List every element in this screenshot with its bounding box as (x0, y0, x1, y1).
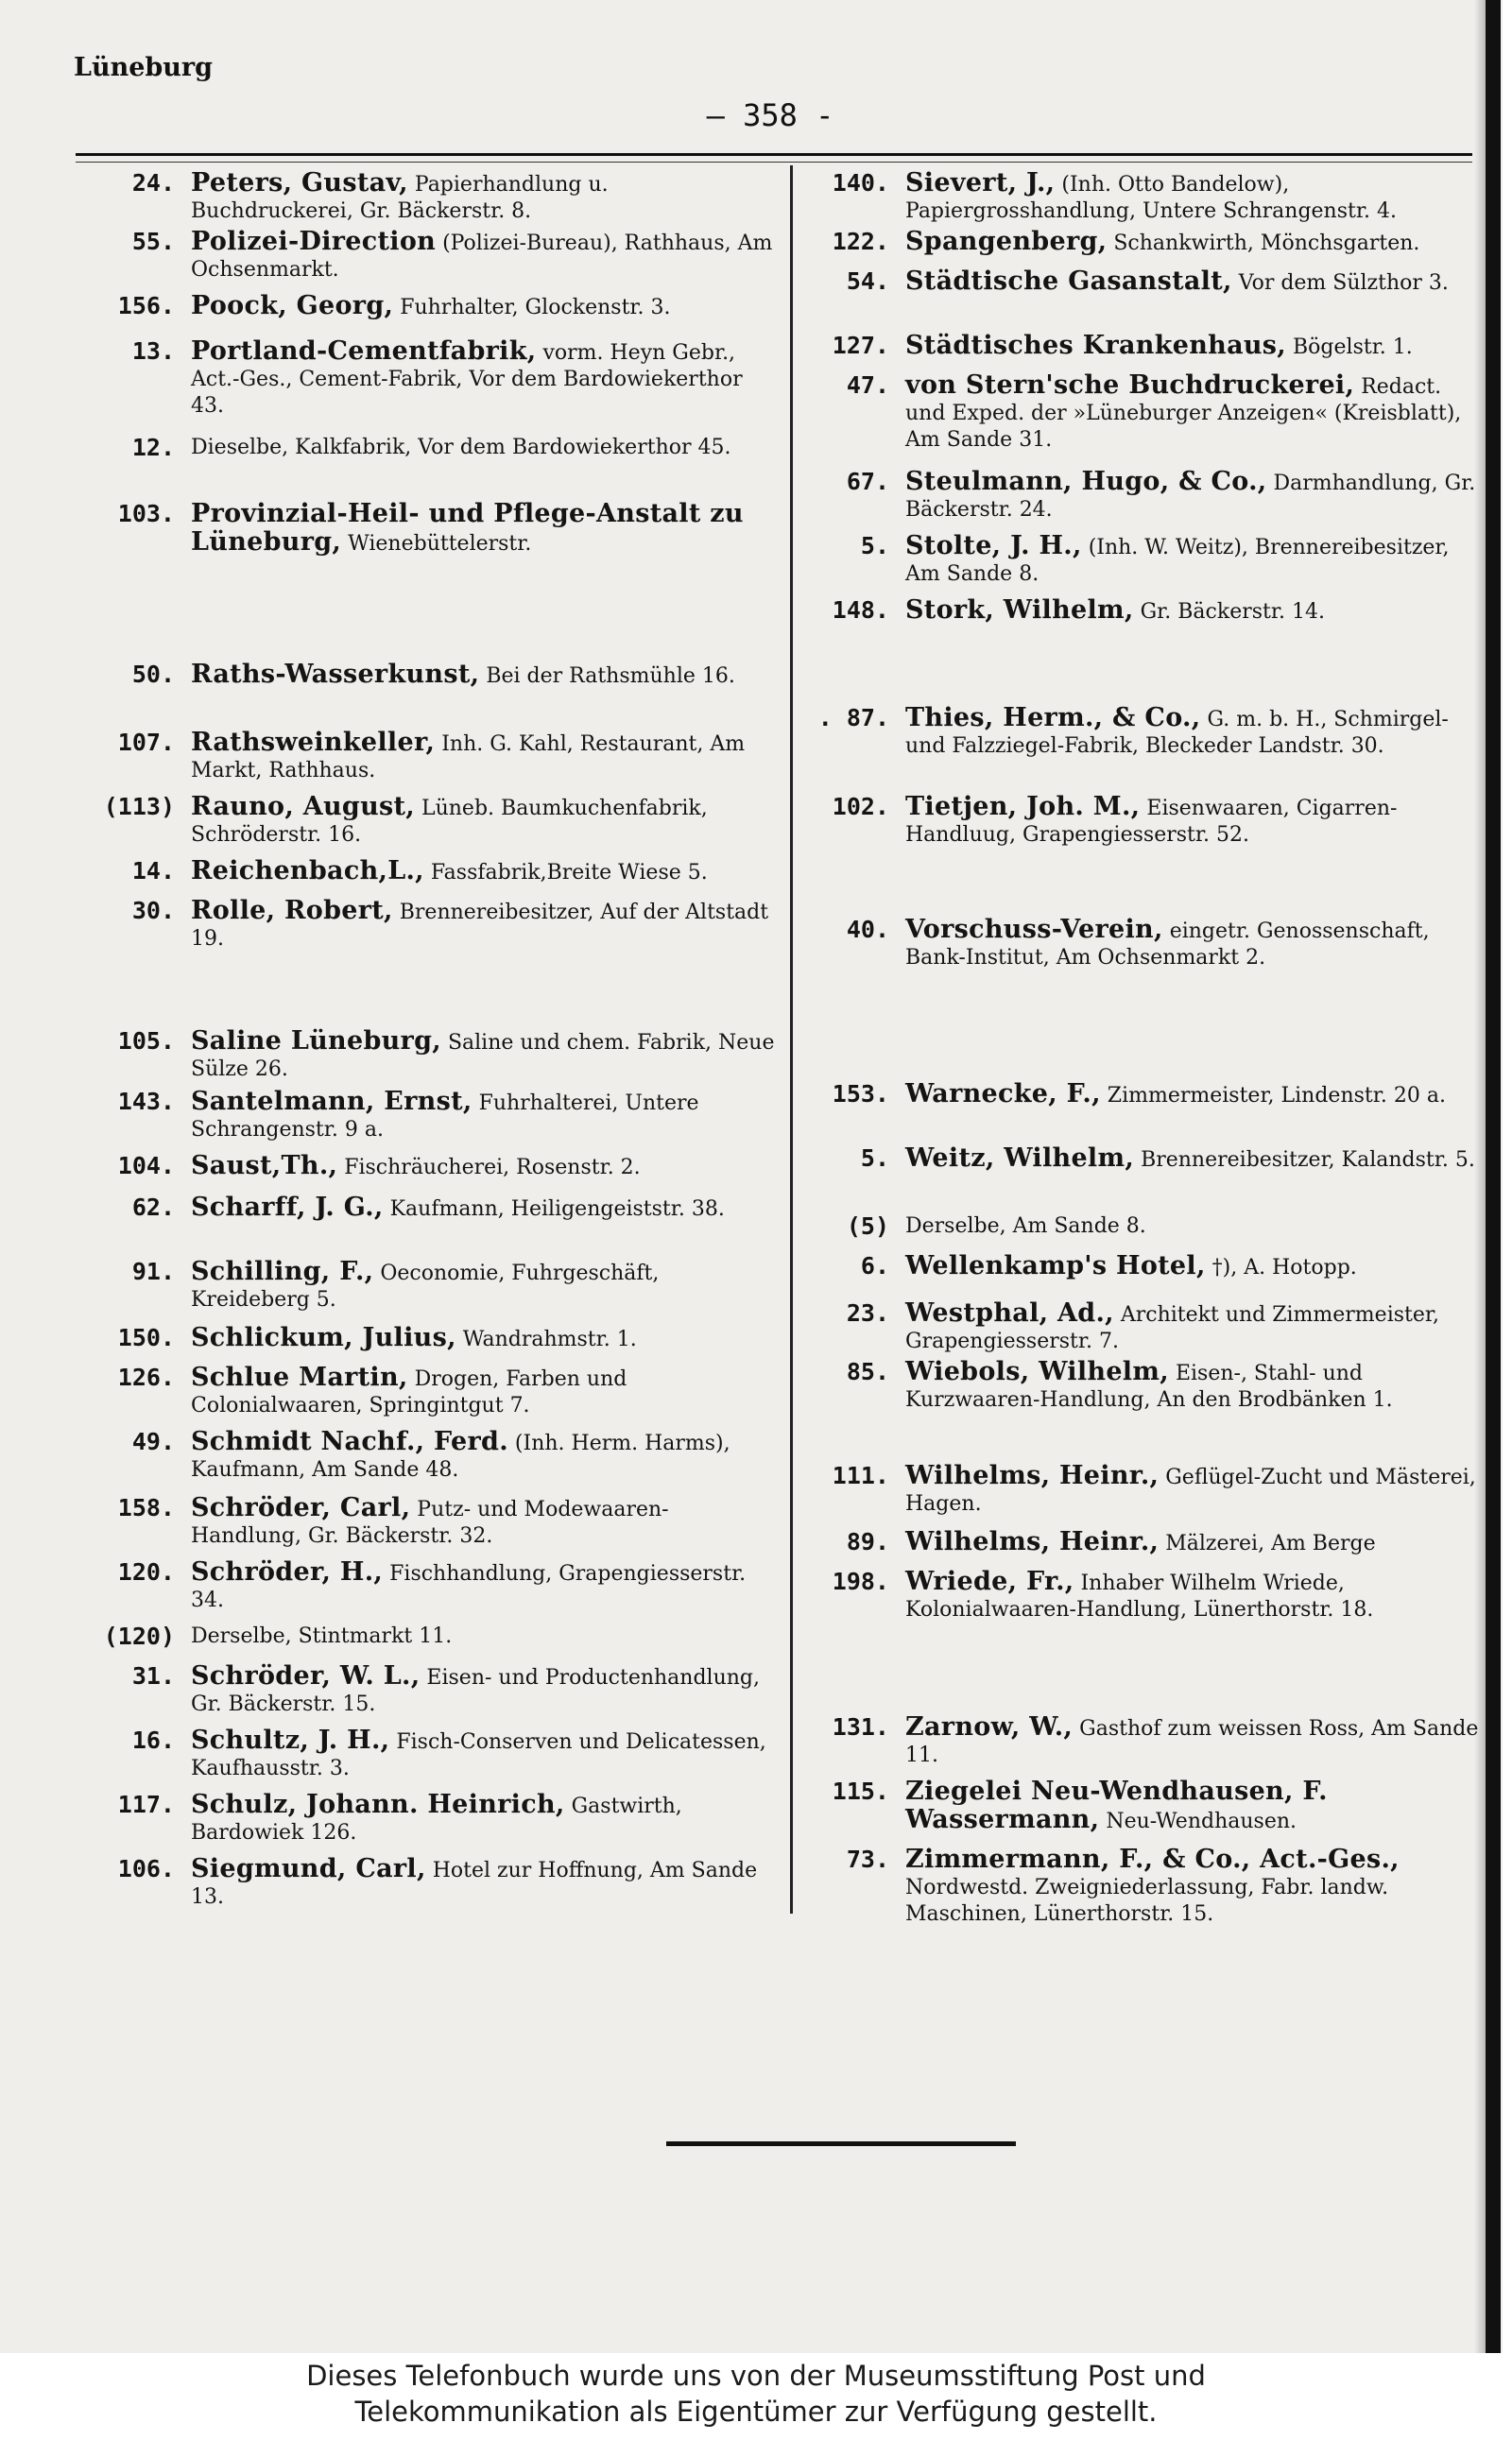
entry-description: Eisenwaaren, Cigarren-Handluug, Grapengiesserstr. 52. (905, 797, 1398, 847)
entry-number: 85. (846, 1358, 889, 1385)
entry-text (191, 1495, 775, 1550)
entry-name: Sievert, J., (905, 168, 1056, 198)
entry-description: Dieselbe, Kalkfabrik, Vor dem Bardowiekerthor 45. (191, 436, 731, 459)
entry-description: Fischhandlung, Grapengiesserstr. 34. (191, 1562, 747, 1612)
entry-description: (Polizei-Bureau), Rathhaus, Am Ochsenmarkt. (191, 232, 773, 282)
entry-description: Wandrahmstr. 1. (462, 1328, 637, 1351)
book-spine (1486, 0, 1501, 2353)
entry-text (191, 1856, 775, 1911)
entry-description: †), A. Hotopp. (1211, 1256, 1357, 1280)
entry-number: 126. (117, 1364, 175, 1391)
entry-number: 143. (117, 1088, 175, 1115)
entry-name: Vorschuss-Verein, (905, 915, 1163, 944)
entry-number: 24. (131, 169, 175, 197)
entry-number: 111. (832, 1462, 889, 1489)
entry-description: Bögelstr. 1. (1293, 335, 1413, 359)
entry-text (905, 469, 1485, 524)
entry-text (905, 1300, 1485, 1355)
entry-name: Rolle, Robert, (191, 896, 393, 925)
entry-name: Schlue Martin, (191, 1363, 408, 1392)
entry-name: Schröder, Carl, (191, 1493, 411, 1522)
entry-name: Warnecke, F., (905, 1079, 1101, 1108)
entry-name: Schmidt Nachf., Ferd. (191, 1427, 508, 1456)
entry-description: Eisen- und Productenhandlung, Gr. Bäckerstr. 15. (191, 1666, 760, 1716)
entry-name: Saust,Th., (191, 1151, 338, 1180)
entry-number: 122. (832, 228, 889, 255)
entry-name: Saline Lüneburg, (191, 1026, 441, 1056)
entry-text (191, 1429, 775, 1484)
entry-text (905, 1569, 1485, 1624)
entry-number: 49. (131, 1428, 175, 1455)
entry-number: 55. (131, 228, 175, 255)
entry-name: von Stern'sche Buchdruckerei, (905, 370, 1355, 400)
entry-name: Raths-Wasserkunst, (191, 660, 480, 689)
entry-text (191, 1792, 775, 1847)
entry-name: Städtisches Krankenhaus, (905, 331, 1287, 360)
footer-line-1: Dieses Telefonbuch wurde uns von der Museumsstiftung Post und (306, 2360, 1206, 2392)
entry-description: Mälzerei, Am Berge (1165, 1532, 1376, 1555)
entry-text (905, 1463, 1485, 1518)
entry-name: Schlickum, Julius, (191, 1323, 456, 1352)
entry-number: 67. (846, 468, 889, 495)
entry-name: Stolte, J. H., (905, 531, 1082, 560)
entry-number: 14. (131, 857, 175, 885)
entry-name: Wiebols, Wilhelm, (905, 1357, 1169, 1386)
entry-text (905, 1253, 1485, 1281)
entry-description: Fuhrhalterei, Untere Schrangenstr. 9 a. (191, 1091, 699, 1142)
entry-number: 12. (131, 434, 175, 461)
entry-text (905, 333, 1485, 361)
entry-number: 140. (832, 169, 889, 197)
entry-text (191, 794, 775, 849)
entry-number: 105. (117, 1027, 175, 1055)
entry-number: 16. (131, 1727, 175, 1754)
entry-number: 13. (131, 337, 175, 365)
entry-description: Redact. und Exped. der »Lüneburger Anzeigen« (Kreisblatt), Am Sande 31. (905, 375, 1462, 452)
entry-number: 23. (846, 1299, 889, 1327)
entry-text (905, 229, 1485, 257)
entry-number: 73. (846, 1846, 889, 1873)
entry-description: Neu-Wendhausen. (1106, 1810, 1297, 1833)
entry-text (191, 293, 775, 321)
entry-description: vorm. Heyn Gebr., Act.-Ges., Cement-Fabrik, Vor dem Bardowiekerthor 43. (191, 341, 743, 418)
entry-text (905, 917, 1485, 971)
entry-description: Gastwirth, Bardowiek 126. (191, 1795, 682, 1845)
entry-description: Gasthof zum weissen Ross, Am Sande 11. (905, 1717, 1479, 1767)
entry-description: Zimmermeister, Lindenstr. 20 a. (1107, 1084, 1446, 1108)
entry-text (905, 372, 1485, 454)
entry-name: Provinzial-Heil- und Pflege-Anstalt zu Lüneburg, (191, 499, 744, 557)
entry-description: Fuhrhalter, Glockenstr. 3. (400, 296, 671, 319)
entry-text (191, 1727, 775, 1782)
entry-number: 117. (117, 1791, 175, 1818)
entry-description: eingetr. Genossenschaft, Bank-Institut, Am Ochsenmarkt 2. (905, 919, 1430, 970)
entry-name: Santelmann, Ernst, (191, 1087, 472, 1116)
entry-description: Fassfabrik,Breite Wiese 5. (430, 861, 708, 885)
entry-number: 5. (860, 1144, 889, 1172)
entry-text (191, 1089, 775, 1143)
entry-text (905, 1359, 1485, 1414)
entry-name: Schröder, W. L., (191, 1661, 421, 1691)
entry-name: Portland-Cementfabrik, (191, 336, 537, 366)
entry-description: Fisch-Conserven und Delicatessen, Kaufhausstr. 3. (191, 1730, 766, 1780)
entry-text (191, 170, 775, 225)
entry-number: 156. (117, 292, 175, 319)
entry-text (191, 1624, 775, 1650)
entry-number: (5) (846, 1212, 889, 1240)
entry-description: Brennereibesitzer, Kalandstr. 5. (1141, 1148, 1475, 1172)
entry-text (905, 533, 1485, 588)
entry-text (191, 662, 775, 690)
entry-name: Wilhelms, Heinr., (905, 1527, 1160, 1556)
entry-name: Schröder, H., (191, 1557, 384, 1587)
entry-text (191, 858, 775, 886)
footer-line-2: Telekommunikation als Eigentümer zur Verfügung gestellt. (354, 2396, 1158, 2428)
entry-text (191, 229, 775, 284)
entry-name: Ziegelei Neu-Wendhausen, F. Wassermann, (905, 1777, 1328, 1834)
entry-name: Polizei-Direction (191, 227, 437, 256)
entry-number: 150. (117, 1324, 175, 1351)
header-rule-thin (76, 162, 1472, 163)
entry-number: 47. (846, 371, 889, 399)
entry-number: (120) (103, 1623, 175, 1650)
entry-description: Putz- und Modewaaren-Handlung, Gr. Bäckerstr. 32. (191, 1498, 669, 1548)
header-rule (76, 153, 1472, 156)
entry-name: Thies, Herm., & Co., (905, 703, 1201, 732)
page-city-heading: Lüneburg (74, 53, 214, 82)
entry-number: 131. (832, 1713, 889, 1741)
entry-text (191, 730, 775, 784)
entry-description: Schankwirth, Mönchsgarten. (1113, 232, 1420, 255)
page-number: — 358 - (706, 97, 834, 133)
entry-text (191, 501, 775, 558)
entry-number: 40. (846, 916, 889, 943)
entry-text (191, 1153, 775, 1181)
entry-text (191, 1325, 775, 1353)
entry-name: Zarnow, W., (905, 1712, 1074, 1742)
entry-name: Steulmann, Hugo, & Co., (905, 467, 1267, 496)
entry-number: 115. (832, 1778, 889, 1805)
entry-text (905, 1529, 1485, 1557)
entry-description: Drogen, Farben und Colonialwaaren, Springintgut 7. (191, 1367, 627, 1418)
column-divider (790, 165, 793, 1914)
entry-description: G. m. b. H., Schmirgel- und Falzziegel-Fabrik, Bleckeder Landstr. 30. (905, 708, 1449, 758)
entry-name: Weitz, Wilhelm, (905, 1143, 1135, 1173)
entry-name: Rathsweinkeller, (191, 728, 436, 757)
entry-text (905, 170, 1485, 225)
entry-description: Saline und chem. Fabrik, Neue Sülze 26. (191, 1031, 775, 1081)
entry-description: (Inh. W. Weitz), Brennereibesitzer, Am Sande 8. (905, 536, 1450, 586)
entry-text (191, 1194, 775, 1223)
entry-name: Wilhelms, Heinr., (905, 1461, 1160, 1490)
entry-name: Stork, Wilhelm, (905, 595, 1134, 625)
entry-number: 89. (846, 1528, 889, 1555)
bottom-rule (666, 2141, 1016, 2146)
entry-name: Westphal, Ad., (905, 1298, 1114, 1328)
entry-description: Eisen-, Stahl- und Kurzwaaren-Handlung, An den Brodbänken 1. (905, 1362, 1393, 1412)
entry-name: Schultz, J. H., (191, 1726, 390, 1755)
entry-text (905, 1145, 1485, 1174)
entry-description: Geflügel-Zucht und Mästerei, Hagen. (905, 1466, 1476, 1516)
entry-description: Inh. G. Kahl, Restaurant, Am Markt, Rathhaus. (191, 732, 746, 782)
entry-number: 54. (846, 267, 889, 295)
entry-description: Vor dem Sülzthor 3. (1238, 271, 1449, 295)
entry-description: Kaufmann, Heiligengeiststr. 38. (389, 1197, 725, 1221)
entry-description: (Inh. Herm. Harms), Kaufmann, Am Sande 48. (191, 1432, 730, 1482)
entry-description: (Inh. Otto Bandelow), Papiergrosshandlung, Untere Schrangenstr. 4. (905, 173, 1397, 223)
entry-name: Siegmund, Carl, (191, 1854, 426, 1883)
entry-text (191, 1259, 775, 1314)
entry-number: 127. (832, 332, 889, 359)
entry-description: Gr. Bäckerstr. 14. (1140, 600, 1325, 624)
entry-name: Schilling, F., (191, 1257, 374, 1286)
entry-description: Nordwestd. Zweigniederlassung, Fabr. landw. Maschinen, Lünerthorstr. 15. (905, 1876, 1389, 1926)
entry-name: Scharff, J. G., (191, 1193, 384, 1222)
entry-text (905, 1081, 1485, 1109)
entry-number: (113) (103, 793, 175, 820)
entry-name: Rauno, August, (191, 792, 415, 821)
entry-text (905, 705, 1485, 760)
entry-text (191, 1559, 775, 1614)
entry-number: 91. (131, 1258, 175, 1285)
entry-number: 153. (832, 1080, 889, 1108)
entry-number: 31. (131, 1662, 175, 1690)
entry-name: Wellenkamp's Hotel, (905, 1251, 1206, 1280)
entry-description: Architekt und Zimmermeister, Grapengiesserstr. 7. (905, 1303, 1439, 1353)
entry-number: 5. (860, 532, 889, 559)
entry-description: Lüneb. Baumkuchenfabrik, Schröderstr. 16. (191, 797, 708, 847)
entry-number: 62. (131, 1194, 175, 1221)
entry-description: Derselbe, Stintmarkt 11. (191, 1624, 453, 1648)
entry-description: Oeconomie, Fuhrgeschäft, Kreideberg 5. (191, 1262, 660, 1312)
entry-number: 30. (131, 897, 175, 924)
entry-number: 198. (832, 1568, 889, 1595)
entry-description: Papierhandlung u. Buchdruckerei, Gr. Bäckerstr. 8. (191, 173, 609, 223)
entry-number: . 87. (817, 704, 889, 731)
entry-name: Reichenbach,L., (191, 856, 424, 885)
entry-number: 6. (860, 1252, 889, 1280)
entry-number: 104. (117, 1152, 175, 1179)
entry-name: Peters, Gustav, (191, 168, 408, 198)
footer-notice (0, 2353, 1512, 2440)
entry-name: Städtische Gasanstalt, (905, 266, 1232, 296)
entry-number: 120. (117, 1558, 175, 1586)
entry-number: 158. (117, 1494, 175, 1521)
entry-description: Bei der Rathsmühle 16. (486, 664, 735, 688)
entry-name: Wriede, Fr., (905, 1567, 1074, 1596)
entry-text (905, 1213, 1485, 1240)
entry-text (191, 435, 775, 461)
entry-number: 107. (117, 729, 175, 756)
entry-text (905, 268, 1485, 297)
entry-text (191, 1365, 775, 1419)
entry-text (191, 1663, 775, 1718)
entry-text (191, 1028, 775, 1083)
entry-description: Wienebüttelerstr. (348, 532, 532, 556)
entry-text (905, 597, 1485, 626)
entry-description: Darmhandlung, Gr. Bäckerstr. 24. (905, 472, 1476, 522)
entry-description: Hotel zur Hoffnung, Am Sande 13. (191, 1859, 758, 1909)
entry-name: Tietjen, Joh. M., (905, 792, 1141, 821)
entry-text (905, 1778, 1485, 1835)
entry-text (191, 338, 775, 420)
entry-number: 106. (117, 1855, 175, 1882)
entry-name: Schulz, Johann. Heinrich, (191, 1790, 565, 1819)
entry-text (905, 794, 1485, 849)
entry-number: 50. (131, 661, 175, 688)
entry-text (905, 1714, 1485, 1769)
entry-text (191, 898, 775, 953)
entry-number: 148. (832, 596, 889, 624)
entry-description: Fischräucherei, Rosenstr. 2. (344, 1156, 641, 1179)
entry-description: Inhaber Wilhelm Wriede, Kolonialwaaren-Handlung, Lünerthorstr. 18. (905, 1572, 1374, 1622)
entry-name: Zimmermann, F., & Co., Act.-Ges., (905, 1845, 1400, 1874)
entry-number: 103. (117, 500, 175, 527)
entry-description: Derselbe, Am Sande 8. (905, 1214, 1146, 1238)
entry-name: Spangenberg, (905, 227, 1108, 256)
entry-description: Brennereibesitzer, Auf der Altstadt 19. (191, 901, 769, 951)
entry-number: 102. (832, 793, 889, 820)
entry-name: Poock, Georg, (191, 291, 394, 320)
entry-text (905, 1847, 1485, 1928)
